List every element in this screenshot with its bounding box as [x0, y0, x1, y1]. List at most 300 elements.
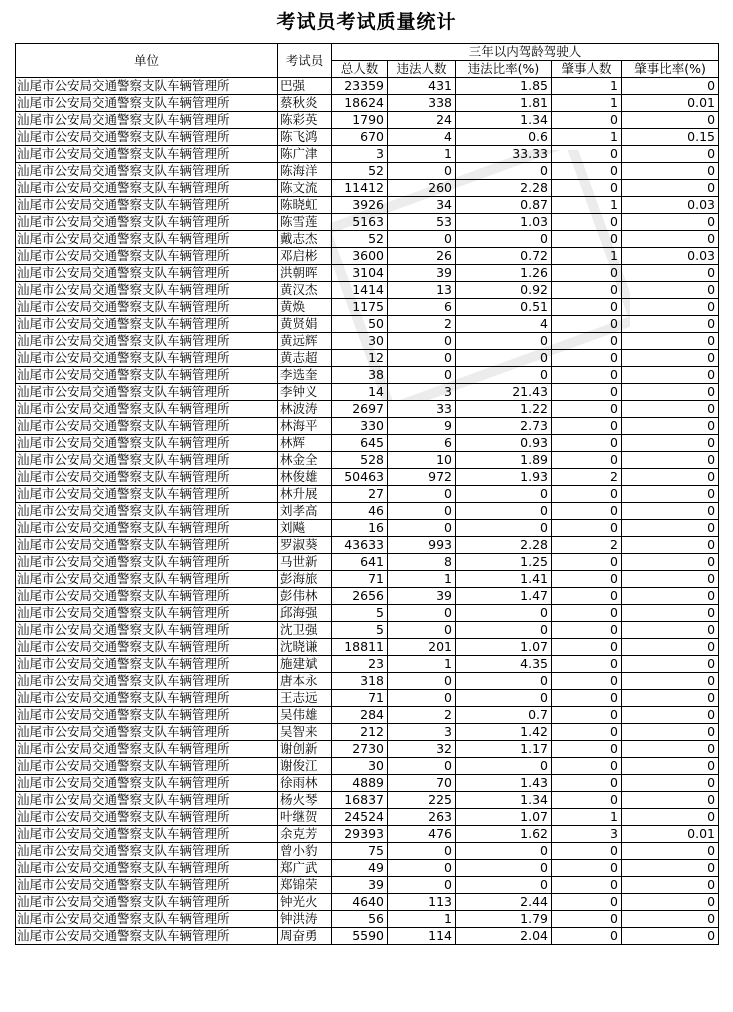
column-header-violations: 违法人数 — [388, 61, 456, 78]
cell-accidents: 0 — [552, 180, 622, 197]
cell-total: 39 — [332, 877, 388, 894]
cell-violation-rate: 1.03 — [456, 214, 552, 231]
cell-violations: 9 — [388, 418, 456, 435]
cell-violations: 0 — [388, 333, 456, 350]
cell-violation-rate: 1.62 — [456, 826, 552, 843]
cell-violation-rate: 1.81 — [456, 95, 552, 112]
cell-total: 4640 — [332, 894, 388, 911]
cell-examiner: 林俊雄 — [278, 469, 332, 486]
cell-unit: 汕尾市公安局交通警察支队车辆管理所 — [16, 486, 278, 503]
page-title: 考试员考试质量统计 — [276, 11, 457, 33]
cell-unit: 汕尾市公安局交通警察支队车辆管理所 — [16, 180, 278, 197]
cell-examiner: 余克芳 — [278, 826, 332, 843]
table-row — [16, 639, 719, 656]
cell-total: 1790 — [332, 112, 388, 129]
cell-accidents: 0 — [552, 724, 622, 741]
cell-accidents: 0 — [552, 146, 622, 163]
cell-total: 1414 — [332, 282, 388, 299]
cell-violation-rate: 0 — [456, 231, 552, 248]
cell-violations: 476 — [388, 826, 456, 843]
cell-violation-rate: 0.92 — [456, 282, 552, 299]
cell-examiner: 马世新 — [278, 554, 332, 571]
cell-unit: 汕尾市公安局交通警察支队车辆管理所 — [16, 248, 278, 265]
cell-unit: 汕尾市公安局交通警察支队车辆管理所 — [16, 78, 278, 95]
cell-violations: 2 — [388, 707, 456, 724]
cell-violations: 0 — [388, 486, 456, 503]
cell-violations: 0 — [388, 843, 456, 860]
table-row — [16, 792, 719, 809]
cell-violation-rate: 0 — [456, 503, 552, 520]
cell-accidents: 0 — [552, 690, 622, 707]
table-row — [16, 826, 719, 843]
cell-violation-rate: 1.25 — [456, 554, 552, 571]
table-row — [16, 588, 719, 605]
cell-total: 23359 — [332, 78, 388, 95]
cell-total: 30 — [332, 758, 388, 775]
cell-accident-rate: 0 — [622, 146, 719, 163]
cell-total: 3 — [332, 146, 388, 163]
cell-violations: 13 — [388, 282, 456, 299]
cell-unit: 汕尾市公安局交通警察支队车辆管理所 — [16, 197, 278, 214]
cell-total: 5 — [332, 605, 388, 622]
cell-unit: 汕尾市公安局交通警察支队车辆管理所 — [16, 231, 278, 248]
cell-examiner: 郑锦荣 — [278, 877, 332, 894]
cell-violations: 431 — [388, 78, 456, 95]
cell-accident-rate: 0 — [622, 78, 719, 95]
cell-violations: 4 — [388, 129, 456, 146]
cell-accident-rate: 0 — [622, 792, 719, 809]
cell-violations: 8 — [388, 554, 456, 571]
cell-violations: 0 — [388, 520, 456, 537]
cell-violation-rate: 1.22 — [456, 401, 552, 418]
cell-accident-rate: 0 — [622, 588, 719, 605]
table-row — [16, 911, 719, 928]
cell-violation-rate: 0.72 — [456, 248, 552, 265]
cell-total: 43633 — [332, 537, 388, 554]
cell-accidents: 3 — [552, 826, 622, 843]
cell-violations: 2 — [388, 316, 456, 333]
cell-unit: 汕尾市公安局交通警察支队车辆管理所 — [16, 163, 278, 180]
cell-examiner: 林升展 — [278, 486, 332, 503]
table-row — [16, 622, 719, 639]
cell-accident-rate: 0 — [622, 707, 719, 724]
cell-accident-rate: 0 — [622, 690, 719, 707]
cell-examiner: 黄焕 — [278, 299, 332, 316]
cell-violation-rate: 1.34 — [456, 792, 552, 809]
cell-accidents: 0 — [552, 928, 622, 945]
cell-total: 16837 — [332, 792, 388, 809]
cell-accidents: 1 — [552, 248, 622, 265]
table-row — [16, 537, 719, 554]
cell-violation-rate: 0 — [456, 163, 552, 180]
cell-violation-rate: 0 — [456, 605, 552, 622]
cell-accidents: 1 — [552, 809, 622, 826]
cell-unit: 汕尾市公安局交通警察支队车辆管理所 — [16, 316, 278, 333]
table-row — [16, 333, 719, 350]
cell-accidents: 1 — [552, 129, 622, 146]
cell-total: 18624 — [332, 95, 388, 112]
cell-violations: 338 — [388, 95, 456, 112]
table-row — [16, 146, 719, 163]
table-row — [16, 928, 719, 945]
column-header-total: 总人数 — [332, 61, 388, 78]
cell-accidents: 0 — [552, 214, 622, 231]
table-row — [16, 843, 719, 860]
cell-examiner: 陈晓虹 — [278, 197, 332, 214]
cell-violations: 70 — [388, 775, 456, 792]
cell-violation-rate: 1.93 — [456, 469, 552, 486]
cell-violations: 201 — [388, 639, 456, 656]
cell-accident-rate: 0 — [622, 299, 719, 316]
cell-accidents: 0 — [552, 367, 622, 384]
cell-examiner: 黄志超 — [278, 350, 332, 367]
table-row — [16, 418, 719, 435]
cell-examiner: 刘孝高 — [278, 503, 332, 520]
cell-violation-rate: 0 — [456, 843, 552, 860]
cell-accident-rate: 0 — [622, 622, 719, 639]
cell-total: 52 — [332, 163, 388, 180]
cell-examiner: 邓启彬 — [278, 248, 332, 265]
cell-accidents: 0 — [552, 520, 622, 537]
cell-accidents: 0 — [552, 707, 622, 724]
cell-violations: 6 — [388, 435, 456, 452]
cell-violation-rate: 0 — [456, 333, 552, 350]
cell-total: 212 — [332, 724, 388, 741]
cell-accidents: 0 — [552, 656, 622, 673]
cell-total: 23 — [332, 656, 388, 673]
column-header-examiner: 考试员 — [278, 44, 332, 78]
cell-violation-rate: 0.93 — [456, 435, 552, 452]
cell-accident-rate: 0 — [622, 231, 719, 248]
cell-total: 1175 — [332, 299, 388, 316]
cell-unit: 汕尾市公安局交通警察支队车辆管理所 — [16, 724, 278, 741]
cell-accident-rate: 0 — [622, 605, 719, 622]
cell-unit: 汕尾市公安局交通警察支队车辆管理所 — [16, 146, 278, 163]
cell-unit: 汕尾市公安局交通警察支队车辆管理所 — [16, 265, 278, 282]
cell-violation-rate: 1.41 — [456, 571, 552, 588]
cell-total: 56 — [332, 911, 388, 928]
cell-accidents: 0 — [552, 605, 622, 622]
column-header-violation-rate: 违法比率(%) — [456, 61, 552, 78]
cell-violation-rate: 1.47 — [456, 588, 552, 605]
table-row — [16, 877, 719, 894]
cell-accidents: 0 — [552, 894, 622, 911]
cell-unit: 汕尾市公安局交通警察支队车辆管理所 — [16, 554, 278, 571]
cell-total: 641 — [332, 554, 388, 571]
table-body — [16, 78, 719, 945]
cell-accident-rate: 0 — [622, 486, 719, 503]
cell-accident-rate: 0 — [622, 418, 719, 435]
cell-unit: 汕尾市公安局交通警察支队车辆管理所 — [16, 639, 278, 656]
cell-examiner: 郑广武 — [278, 860, 332, 877]
cell-total: 50463 — [332, 469, 388, 486]
cell-accident-rate: 0 — [622, 282, 719, 299]
cell-violations: 6 — [388, 299, 456, 316]
cell-unit: 汕尾市公安局交通警察支队车辆管理所 — [16, 894, 278, 911]
column-header-accident-rate: 肇事比率(%) — [622, 61, 719, 78]
cell-unit: 汕尾市公安局交通警察支队车辆管理所 — [16, 928, 278, 945]
cell-accidents: 0 — [552, 452, 622, 469]
cell-examiner: 陈文流 — [278, 180, 332, 197]
cell-examiner: 刘飚 — [278, 520, 332, 537]
cell-accidents: 0 — [552, 163, 622, 180]
table-row — [16, 605, 719, 622]
cell-accidents: 0 — [552, 775, 622, 792]
cell-total: 75 — [332, 843, 388, 860]
table-row — [16, 520, 719, 537]
cell-accidents: 0 — [552, 843, 622, 860]
cell-examiner: 谢俊江 — [278, 758, 332, 775]
cell-violation-rate: 2.04 — [456, 928, 552, 945]
cell-unit: 汕尾市公安局交通警察支队车辆管理所 — [16, 401, 278, 418]
cell-violations: 39 — [388, 588, 456, 605]
cell-unit: 汕尾市公安局交通警察支队车辆管理所 — [16, 112, 278, 129]
cell-examiner: 林波涛 — [278, 401, 332, 418]
cell-violation-rate: 2.28 — [456, 180, 552, 197]
cell-examiner: 林金全 — [278, 452, 332, 469]
cell-violation-rate: 0 — [456, 758, 552, 775]
cell-examiner: 周奋勇 — [278, 928, 332, 945]
cell-total: 24524 — [332, 809, 388, 826]
cell-violation-rate: 0 — [456, 690, 552, 707]
cell-total: 46 — [332, 503, 388, 520]
table-row — [16, 197, 719, 214]
cell-unit: 汕尾市公安局交通警察支队车辆管理所 — [16, 775, 278, 792]
cell-accident-rate: 0 — [622, 775, 719, 792]
cell-unit: 汕尾市公安局交通警察支队车辆管理所 — [16, 673, 278, 690]
cell-violation-rate: 1.34 — [456, 112, 552, 129]
cell-violations: 225 — [388, 792, 456, 809]
cell-violations: 0 — [388, 758, 456, 775]
cell-accident-rate: 0.15 — [622, 129, 719, 146]
cell-total: 16 — [332, 520, 388, 537]
cell-violation-rate: 2.73 — [456, 418, 552, 435]
cell-violations: 1 — [388, 571, 456, 588]
cell-examiner: 蔡秋炎 — [278, 95, 332, 112]
cell-violations: 24 — [388, 112, 456, 129]
cell-accidents: 0 — [552, 758, 622, 775]
cell-total: 4889 — [332, 775, 388, 792]
cell-violations: 0 — [388, 163, 456, 180]
cell-accident-rate: 0 — [622, 316, 719, 333]
exam-quality-table — [15, 43, 719, 945]
cell-accidents: 0 — [552, 231, 622, 248]
cell-violations: 39 — [388, 265, 456, 282]
cell-unit: 汕尾市公安局交通警察支队车辆管理所 — [16, 741, 278, 758]
cell-total: 29393 — [332, 826, 388, 843]
cell-accidents: 0 — [552, 877, 622, 894]
cell-total: 670 — [332, 129, 388, 146]
cell-unit: 汕尾市公安局交通警察支队车辆管理所 — [16, 758, 278, 775]
cell-violations: 0 — [388, 503, 456, 520]
cell-violation-rate: 21.43 — [456, 384, 552, 401]
cell-examiner: 钟洪涛 — [278, 911, 332, 928]
cell-unit: 汕尾市公安局交通警察支队车辆管理所 — [16, 520, 278, 537]
table-row — [16, 571, 719, 588]
cell-accidents: 0 — [552, 554, 622, 571]
cell-examiner: 李钟义 — [278, 384, 332, 401]
cell-unit: 汕尾市公安局交通警察支队车辆管理所 — [16, 826, 278, 843]
cell-violation-rate: 0 — [456, 520, 552, 537]
cell-violation-rate: 1.17 — [456, 741, 552, 758]
table-row — [16, 673, 719, 690]
cell-total: 2730 — [332, 741, 388, 758]
cell-total: 49 — [332, 860, 388, 877]
cell-examiner: 黄贤娟 — [278, 316, 332, 333]
cell-violations: 0 — [388, 690, 456, 707]
cell-accidents: 0 — [552, 401, 622, 418]
cell-accident-rate: 0.01 — [622, 95, 719, 112]
cell-accidents: 0 — [552, 622, 622, 639]
cell-unit: 汕尾市公安局交通警察支队车辆管理所 — [16, 588, 278, 605]
cell-accidents: 0 — [552, 350, 622, 367]
cell-violations: 33 — [388, 401, 456, 418]
cell-examiner: 林海平 — [278, 418, 332, 435]
table-row — [16, 741, 719, 758]
cell-accident-rate: 0 — [622, 367, 719, 384]
table-row — [16, 78, 719, 95]
table-row — [16, 894, 719, 911]
cell-examiner: 陈广津 — [278, 146, 332, 163]
cell-total: 12 — [332, 350, 388, 367]
table-row — [16, 809, 719, 826]
cell-examiner: 杨火琴 — [278, 792, 332, 809]
cell-examiner: 陈飞鸿 — [278, 129, 332, 146]
cell-examiner: 黄汉杰 — [278, 282, 332, 299]
cell-violation-rate: 0.87 — [456, 197, 552, 214]
table-row — [16, 367, 719, 384]
cell-violation-rate: 1.42 — [456, 724, 552, 741]
cell-total: 18811 — [332, 639, 388, 656]
cell-examiner: 戴志杰 — [278, 231, 332, 248]
cell-total: 3104 — [332, 265, 388, 282]
cell-violation-rate: 0 — [456, 622, 552, 639]
cell-accidents: 0 — [552, 486, 622, 503]
cell-violations: 10 — [388, 452, 456, 469]
cell-accidents: 0 — [552, 333, 622, 350]
cell-accidents: 0 — [552, 418, 622, 435]
cell-accident-rate: 0.03 — [622, 248, 719, 265]
cell-unit: 汕尾市公安局交通警察支队车辆管理所 — [16, 452, 278, 469]
cell-total: 2697 — [332, 401, 388, 418]
cell-accident-rate: 0 — [622, 741, 719, 758]
cell-total: 50 — [332, 316, 388, 333]
cell-unit: 汕尾市公安局交通警察支队车辆管理所 — [16, 435, 278, 452]
cell-examiner: 钟光火 — [278, 894, 332, 911]
cell-accident-rate: 0 — [622, 384, 719, 401]
cell-unit: 汕尾市公安局交通警察支队车辆管理所 — [16, 333, 278, 350]
cell-accidents: 0 — [552, 112, 622, 129]
cell-unit: 汕尾市公安局交通警察支队车辆管理所 — [16, 860, 278, 877]
cell-examiner: 邱海强 — [278, 605, 332, 622]
cell-violations: 993 — [388, 537, 456, 554]
cell-violation-rate: 1.79 — [456, 911, 552, 928]
cell-violations: 32 — [388, 741, 456, 758]
cell-unit: 汕尾市公安局交通警察支队车辆管理所 — [16, 418, 278, 435]
cell-violations: 1 — [388, 911, 456, 928]
column-group-header: 三年以内驾龄驾驶人 — [332, 44, 719, 61]
cell-accidents: 0 — [552, 384, 622, 401]
cell-violation-rate: 1.43 — [456, 775, 552, 792]
cell-accidents: 0 — [552, 265, 622, 282]
cell-examiner: 徐雨林 — [278, 775, 332, 792]
cell-total: 3600 — [332, 248, 388, 265]
cell-violations: 263 — [388, 809, 456, 826]
cell-violation-rate: 0.7 — [456, 707, 552, 724]
cell-accidents: 2 — [552, 537, 622, 554]
cell-violation-rate: 1.89 — [456, 452, 552, 469]
table-row — [16, 248, 719, 265]
cell-violations: 53 — [388, 214, 456, 231]
cell-total: 330 — [332, 418, 388, 435]
cell-unit: 汕尾市公安局交通警察支队车辆管理所 — [16, 792, 278, 809]
cell-total: 30 — [332, 333, 388, 350]
cell-violation-rate: 4 — [456, 316, 552, 333]
cell-accident-rate: 0 — [622, 350, 719, 367]
cell-accident-rate: 0 — [622, 520, 719, 537]
table-row — [16, 299, 719, 316]
cell-violation-rate: 0 — [456, 367, 552, 384]
cell-accident-rate: 0 — [622, 112, 719, 129]
cell-unit: 汕尾市公安局交通警察支队车辆管理所 — [16, 843, 278, 860]
cell-accidents: 2 — [552, 469, 622, 486]
cell-violation-rate: 0 — [456, 673, 552, 690]
table-row — [16, 112, 719, 129]
cell-accidents: 1 — [552, 78, 622, 95]
cell-examiner: 陈雪莲 — [278, 214, 332, 231]
cell-total: 27 — [332, 486, 388, 503]
cell-unit: 汕尾市公安局交通警察支队车辆管理所 — [16, 367, 278, 384]
table-row — [16, 316, 719, 333]
cell-accident-rate: 0 — [622, 435, 719, 452]
cell-examiner: 陈海洋 — [278, 163, 332, 180]
column-header-accidents: 肇事人数 — [552, 61, 622, 78]
cell-violation-rate: 1.85 — [456, 78, 552, 95]
cell-violations: 0 — [388, 231, 456, 248]
cell-accident-rate: 0 — [622, 673, 719, 690]
table-row — [16, 180, 719, 197]
cell-examiner: 罗淑葵 — [278, 537, 332, 554]
table-row — [16, 469, 719, 486]
cell-total: 71 — [332, 571, 388, 588]
cell-unit: 汕尾市公安局交通警察支队车辆管理所 — [16, 622, 278, 639]
cell-accident-rate: 0 — [622, 656, 719, 673]
cell-examiner: 唐本永 — [278, 673, 332, 690]
table-row — [16, 690, 719, 707]
cell-unit: 汕尾市公安局交通警察支队车辆管理所 — [16, 214, 278, 231]
cell-accidents: 1 — [552, 95, 622, 112]
cell-violations: 972 — [388, 469, 456, 486]
cell-violation-rate: 33.33 — [456, 146, 552, 163]
cell-violations: 26 — [388, 248, 456, 265]
cell-accidents: 1 — [552, 197, 622, 214]
table-row — [16, 724, 719, 741]
cell-accident-rate: 0 — [622, 452, 719, 469]
cell-accident-rate: 0 — [622, 333, 719, 350]
cell-violation-rate: 1.26 — [456, 265, 552, 282]
cell-examiner: 巴强 — [278, 78, 332, 95]
cell-examiner: 陈彩英 — [278, 112, 332, 129]
cell-total: 318 — [332, 673, 388, 690]
cell-total: 284 — [332, 707, 388, 724]
cell-accident-rate: 0 — [622, 554, 719, 571]
cell-examiner: 沈卫强 — [278, 622, 332, 639]
cell-violations: 0 — [388, 367, 456, 384]
cell-violations: 114 — [388, 928, 456, 945]
cell-unit: 汕尾市公安局交通警察支队车辆管理所 — [16, 911, 278, 928]
table-row — [16, 486, 719, 503]
table-row — [16, 707, 719, 724]
